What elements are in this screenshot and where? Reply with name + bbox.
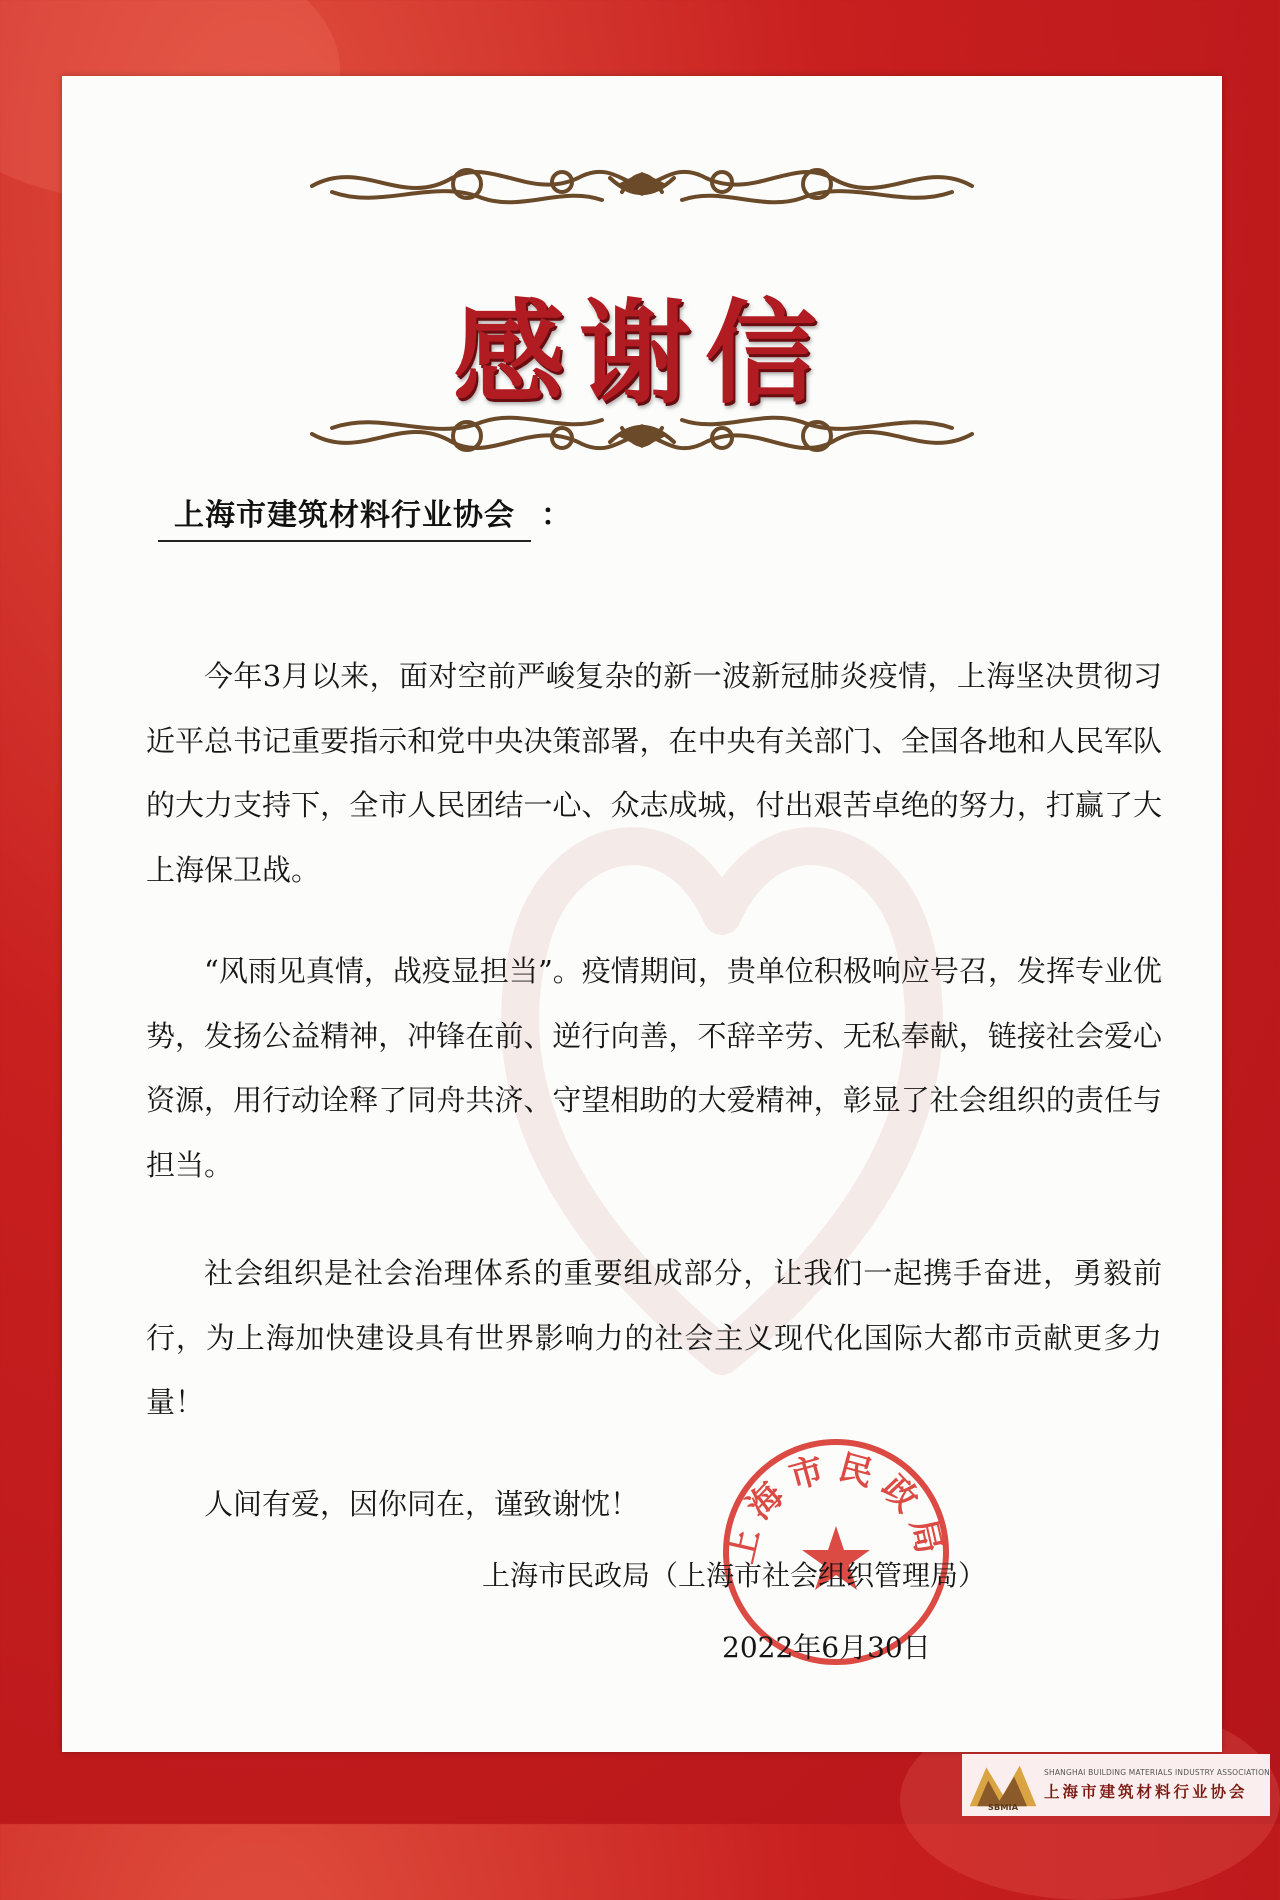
sbmia-logo-icon xyxy=(966,1756,1040,1814)
letter-paper xyxy=(62,76,1222,1752)
bottom-ornament-icon xyxy=(62,402,1222,472)
seal-text: 上海市民政局 xyxy=(720,1447,952,1568)
letter-title: 感谢信 xyxy=(453,288,831,419)
logo-chinese-name: 上海市建筑材料行业协会 xyxy=(1044,1783,1248,1801)
recipient-name: 上海市建筑材料行业协会 xyxy=(158,490,531,542)
top-ornament-icon xyxy=(62,148,1222,218)
body-paragraph-1: 今年3月以来，面对空前严峻复杂的新一波新冠肺炎疫情，上海坚决贯彻习近平总书记重要指示和党中央决策部署，在中央有关部门、全国各地和人民军队的大力支持下，全市人民团结一心、众志成城，付出艰苦卓绝的努力，打赢了大上海保卫战。 xyxy=(146,659,1162,887)
salutation xyxy=(158,490,572,542)
signature-date: 2022年6月30日 xyxy=(722,1631,931,1664)
closing-line: 人间有爱，因你同在，谨致谢忱！ xyxy=(204,1487,640,1521)
salutation-colon: ： xyxy=(541,498,572,533)
body-paragraph-2: “风雨见真情，战疫显担当”。疫情期间，贵单位积极响应号召，发挥专业优势，发扬公益精神，冲锋在前、逆行向善，不辞辛劳、无私奉献，链接社会爱心资源，用行动诠释了同舟共济、守望相助的大爱精神，彰显了社会组织的责任与担当。 xyxy=(146,954,1162,1182)
logo-english-name: SHANGHAI BUILDING MATERIALS INDUSTRY ASSOCIATION xyxy=(1044,1768,1270,1777)
logo-abbr: SBMIA xyxy=(987,1801,1019,1812)
body-paragraph-3: 社会组织是社会治理体系的重要组成部分，让我们一起携手奋进，勇毅前行，为上海加快建设具有世界影响力的社会主义现代化国际大都市贡献更多力量！ xyxy=(146,1256,1162,1419)
signature-organization: 上海市民政局（上海市社会组织管理局） xyxy=(482,1559,987,1592)
association-logo xyxy=(962,1754,1270,1816)
